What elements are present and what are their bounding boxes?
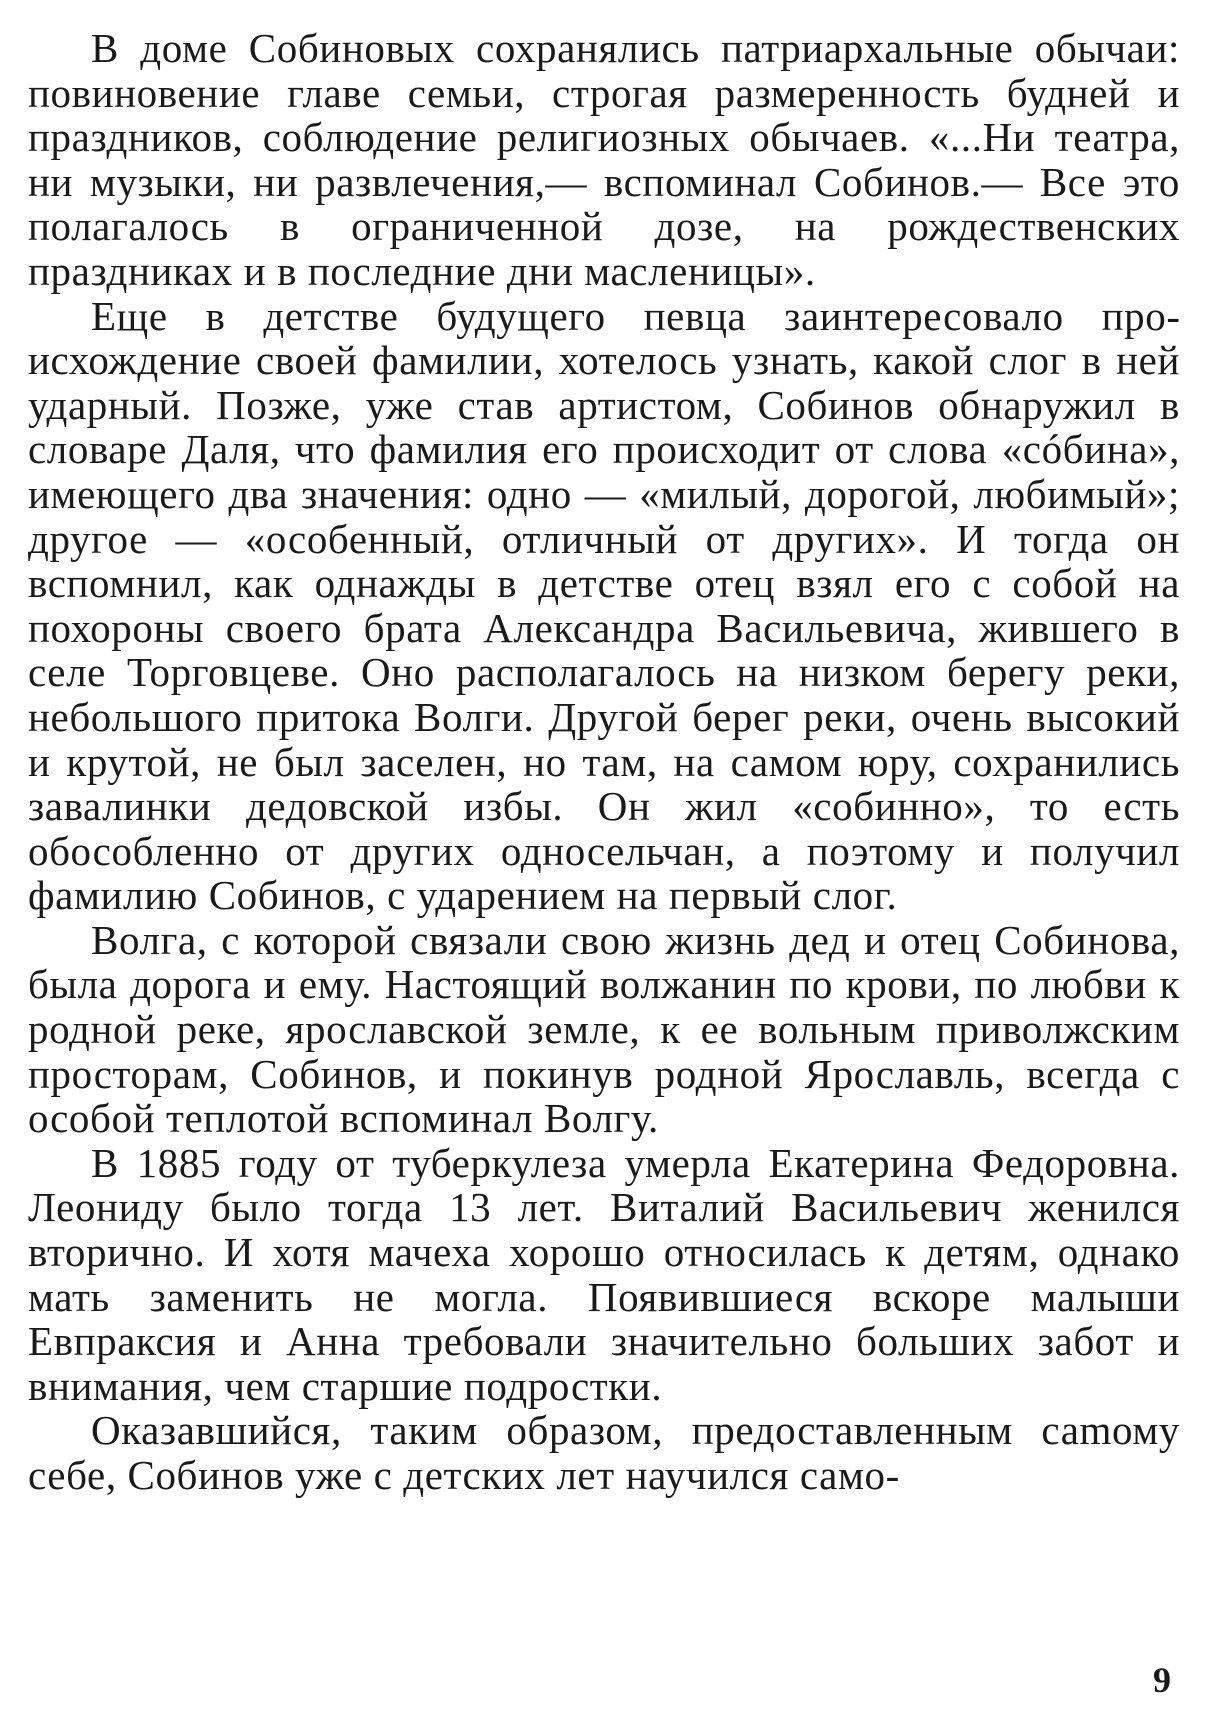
paragraph-4: В 1885 году от туберкулеза умерла Екатерина Федоровна. Леониду было тогда 13 лет. Виталий Васильевич женился вторично. И хотя мачеха хорошо относилась к детям, однако мать заменить не могла. Появившиеся вскоре малыши Евпраксия и Анна требовали значительно больших забот и внимания, чем старшие подростки. (28, 1139, 1180, 1409)
paragraph-5: Оказавшийся, таким образом, предоставленным саmому себе, Собинов уже с детских лет научился само- (28, 1407, 1180, 1498)
page-number: 9 (1153, 1660, 1171, 1700)
paragraph-3: Волга, с которой связали свою жизнь дед и отец Собинова, была дорога и ему. Настоящий волжанин по крови, по любви к родной реке, ярославской земле, к ее вольным приволжским просторам, Собинов, и покинув родной Ярославль, всегда с особой теплотой вспоминал Волгу. (28, 916, 1180, 1142)
paragraph-2: Еще в детстве будущего певца заинтересовало происхождение своей фамилии, хотелось узнать, какой слог в ней ударный. Позже, уже став артистом, Собинов обнаружил в словаре Даля, что фамилия его происходит от слова «сóбина», имеющего два значения: одно — «милый, дорогой, любимый»; другое — «особенный, отличный от других». И тогда он вспомнил, как однажды в детстве отец взял его с собой на похороны своего брата Александра Васильевича, жившего в селе Торговцеве. Оно располагалось на низком берегу реки, небольшого притока Волги. Другой берег реки, очень высокий и крутой, не был заселен, но там, на самом юру, сохранились завалинки дедовской избы. Он жил «собинно», то есть обособленно от других односельчан, а поэтому и получил фамилию Собинов, с ударением на первый слог. (28, 292, 1180, 919)
paragraph-1: В доме Собиновых сохранялись патриархальные обычаи: повиновение главе семьи, строгая размеренность будней и праздников, соблюдение религиозных обычаев. «...Ни театра, ни музыки, ни развлечения,— вспоминал Собинов.— Все это полагалось в ограниченной дозе, на рождественских праздниках и в последние дни масленицы». (28, 25, 1180, 294)
page-body (28, 26, 1180, 1686)
